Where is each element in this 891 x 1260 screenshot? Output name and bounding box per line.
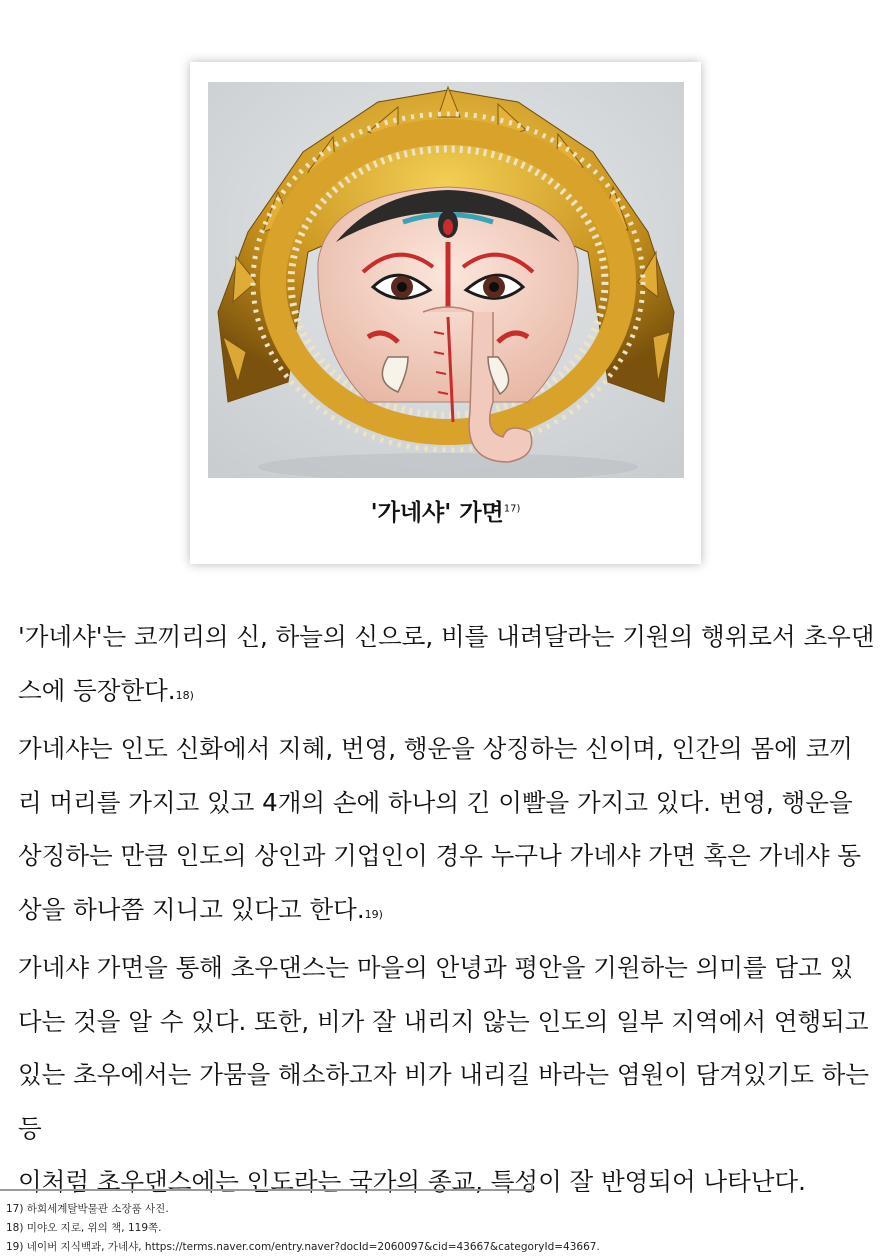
- caption-text: '가네샤' 가면: [370, 500, 504, 526]
- footnote-divider: [0, 1183, 533, 1191]
- paragraph-text: '가네샤'는 코끼리의 신, 하늘의 신으로, 비를 내려달라는 기원의 행위로서 초우댄스에 등장한다.: [18, 622, 875, 705]
- footnote: 17) 하회세계탈박물관 소장품 사진.: [6, 1203, 169, 1215]
- figure-caption: [190, 494, 701, 527]
- footnote-ref: 18): [175, 688, 194, 702]
- figure-frame: [190, 62, 701, 564]
- paragraph: [18, 722, 876, 941]
- paragraph-text: 가네샤 가면을 통해 초우댄스는 마을의 안녕과 평안을 기원하는 의미를 담고 있다는 것을 알 수 있다. 또한, 비가 잘 내리지 않는 인도의 일부 지역에서 연행되고 있는 초우에서는 가뭄을 해소하고자 비가 내리길 바라는 염원이 담겨있기도 하는 등: [18, 953, 870, 1143]
- paragraph-text: 이처럼 초우댄스에는 인도라는 국가의 종교, 특성이 잘 반영되어 나타난다.: [18, 1167, 806, 1196]
- paragraph-text: 가네샤는 인도 신화에서 지혜, 번영, 행운을 상징하는 신이며, 인간의 몸에 코끼리 머리를 가지고 있고 4개의 손에 하나의 긴 이빨을 가지고 있다. 번영, 행운을 상징하는 만큼 인도의 상인과 기업인이 경우 누구나 가네샤 가면 혹은 가네샤 동상을 하나쯤 지니고 있다고 한다.: [18, 734, 862, 924]
- ganesha-mask-photo: [208, 82, 684, 478]
- paragraph: [18, 610, 876, 722]
- footnote: 18) 미야오 지로, 위의 책, 119쪽.: [6, 1222, 162, 1234]
- footnotes: [6, 1200, 886, 1257]
- caption-footnote-ref: 17): [503, 503, 521, 515]
- body-text: [18, 610, 876, 1209]
- footnote-ref: 19): [364, 907, 383, 921]
- paragraph: [18, 941, 876, 1155]
- footnote: 19) 네이버 지식백과, 가네샤, https://terms.naver.com/entry.naver?docId=2060097&cid=43667&categoryId=43667.: [6, 1241, 600, 1253]
